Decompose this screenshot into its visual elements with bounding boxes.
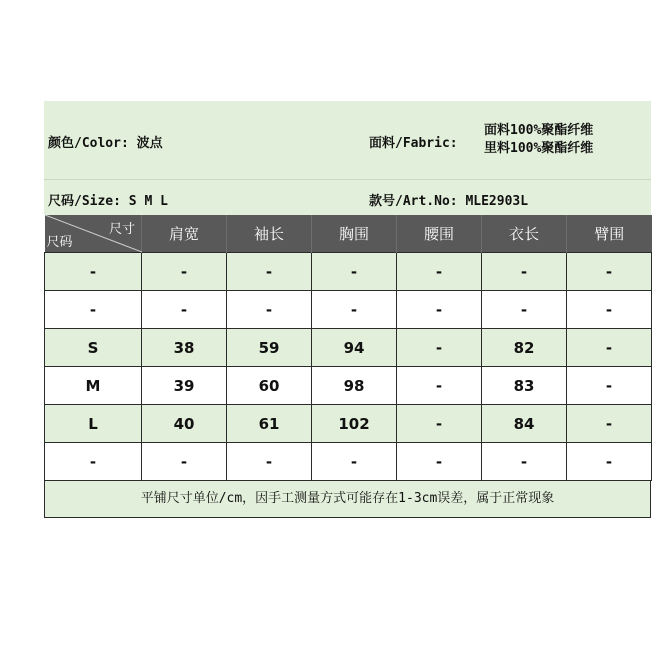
info-row-size-art [44,179,651,216]
table-row [45,329,652,367]
value-cell: 60 [227,367,312,405]
header-sleeve: 袖长 [227,215,312,253]
value-cell: 98 [312,367,397,405]
value-cell: 39 [142,367,227,405]
measurement-table [44,215,652,481]
value-cell: - [312,443,397,481]
size-cell: M [45,367,142,405]
art-label: 款号/Art.No: [369,194,458,209]
corner-label-measure: 尺寸 [108,222,135,237]
size-label: 尺码/Size: [48,194,121,209]
size-cell: L [45,405,142,443]
value-cell: - [397,329,482,367]
value-cell: 40 [142,405,227,443]
fabric-line-outer: 面料100%聚酯纤维 [484,123,594,138]
value-cell: - [142,443,227,481]
color-value: 波点 [136,136,163,151]
fabric-values [484,122,593,158]
value-cell: 38 [142,329,227,367]
header-waist: 腰围 [397,215,482,253]
value-cell: - [567,253,652,291]
value-cell: - [312,291,397,329]
value-cell: - [397,367,482,405]
art-value: MLE2903L [465,194,529,209]
value-cell: 94 [312,329,397,367]
art-field [369,190,528,209]
value-cell: - [312,253,397,291]
value-cell: - [397,291,482,329]
size-field [48,190,168,209]
value-cell: 82 [482,329,567,367]
header-row [45,215,652,253]
color-label: 颜色/Color: [48,136,129,151]
value-cell: 59 [227,329,312,367]
size-cell: - [45,253,142,291]
table-row [45,443,652,481]
product-info [44,101,651,215]
value-cell: - [397,253,482,291]
value-cell: - [567,291,652,329]
size-cell: S [45,329,142,367]
info-row-color-fabric [44,101,651,179]
value-cell: - [227,291,312,329]
value-cell: 84 [482,405,567,443]
value-cell: - [567,367,652,405]
value-cell: - [227,253,312,291]
value-cell: - [567,329,652,367]
value-cell: 61 [227,405,312,443]
value-cell: - [567,405,652,443]
header-chest: 胸围 [312,215,397,253]
value-cell: - [482,253,567,291]
table-row [45,291,652,329]
value-cell: 83 [482,367,567,405]
header-length: 衣长 [482,215,567,253]
table-row [45,405,652,443]
value-cell: - [227,443,312,481]
table-row [45,367,652,405]
size-value: S M L [128,194,168,209]
fabric-line-lining: 里料100%聚酯纤维 [484,141,594,156]
value-cell: - [142,253,227,291]
fabric-label: 面料/Fabric: [369,136,458,151]
table-row [45,253,652,291]
corner-label-size: 尺码 [46,235,73,250]
value-cell: 102 [312,405,397,443]
value-cell: - [142,291,227,329]
value-cell: - [482,291,567,329]
measurement-note: 平铺尺寸单位/cm，因手工测量方式可能存在1-3cm误差，属于正常现象 [44,481,651,518]
corner-header [45,215,142,253]
value-cell: - [567,443,652,481]
size-cell: - [45,443,142,481]
header-arm: 臂围 [567,215,652,253]
value-cell: - [482,443,567,481]
color-field [48,132,163,151]
size-chart [44,101,651,518]
value-cell: - [397,443,482,481]
size-cell: - [45,291,142,329]
header-shoulder: 肩宽 [142,215,227,253]
value-cell: - [397,405,482,443]
